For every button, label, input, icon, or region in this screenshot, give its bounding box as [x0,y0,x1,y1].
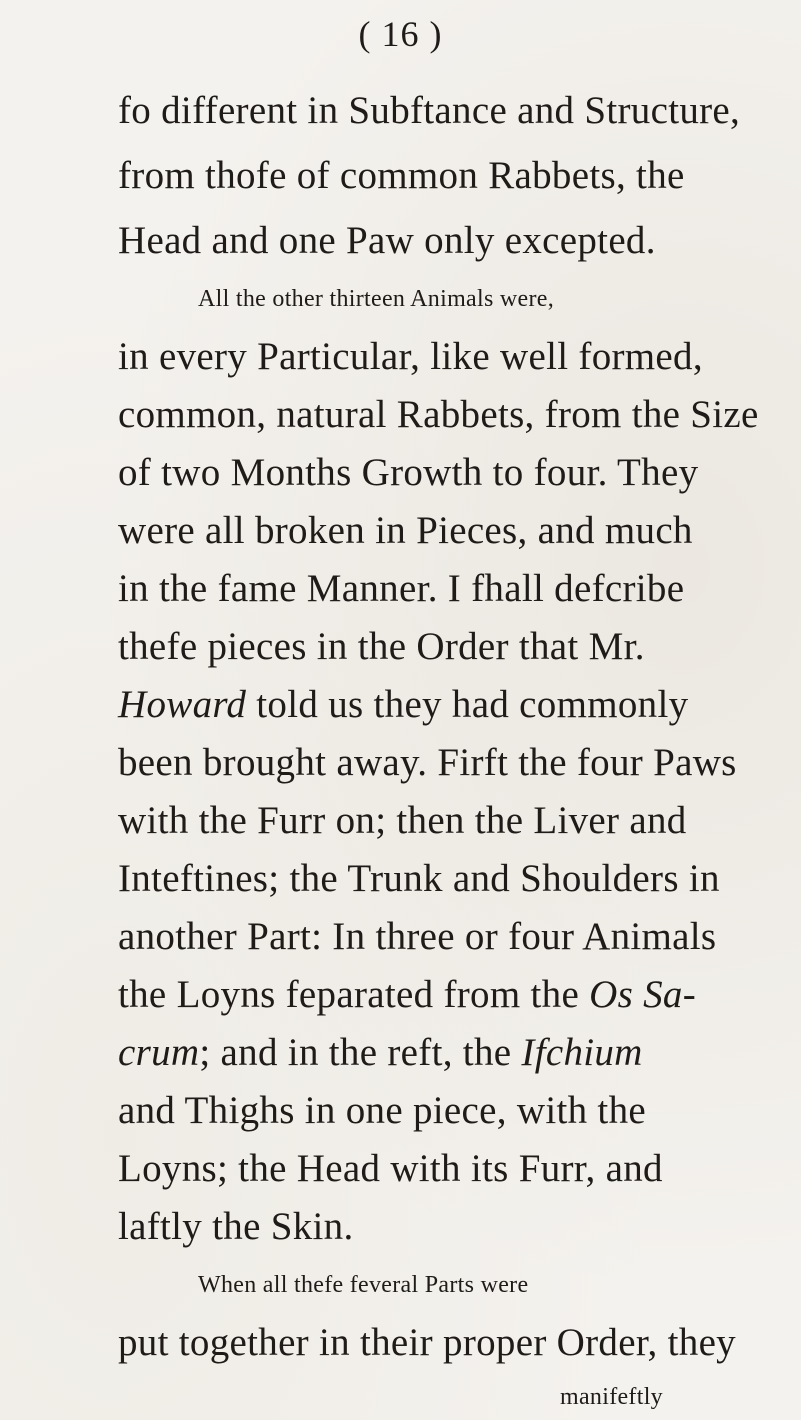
text-segment: in the fame Manner. I fhall defcribe [118,567,685,610]
text-line-19 [118,1146,778,1192]
text-segment-italic: crum [118,1031,200,1074]
text-segment: in every Particular, like well formed, [118,335,703,378]
text-line-2 [118,153,778,199]
text-line-6 [118,392,778,438]
page-number: ( 16 ) [358,14,443,54]
text-line-5 [118,334,778,380]
text-segment: Loyns; the Head with its Furr, and [118,1147,663,1190]
text-segment-italic: Ifchium [521,1031,643,1074]
text-line-12 [118,740,778,786]
text-line-17 [118,1030,778,1076]
text-segment: the Loyns feparated from the [118,973,590,1016]
text-line-15 [118,914,778,960]
text-segment: fo different in Subftance and Structure, [118,89,741,132]
text-line-1 [118,88,778,134]
text-line-11 [118,682,778,728]
text-segment: When all thefe feveral Parts were [198,1272,529,1298]
text-segment: another Part: In three or four Animals [118,915,717,958]
text-segment: with the Furr on; then the Liver and [118,799,687,842]
text-line-22 [118,1320,778,1366]
text-line-7 [118,450,778,496]
text-line-21 [198,1262,801,1308]
text-line-14 [118,856,778,902]
text-segment: laftly the Skin. [118,1205,354,1248]
text-segment-italic: Howard [118,683,247,726]
text-line-16 [118,972,778,1018]
text-segment: All the other thirteen Animals were, [198,286,555,312]
text-line-20 [118,1204,778,1250]
text-segment: Inteftines; the Trunk and Shoulders in [118,857,720,900]
text-segment: Head and one Paw only excepted. [118,219,656,262]
text-line-10 [118,624,778,670]
text-segment: been brought away. Firft the four Paws [118,741,737,784]
catchword [560,1374,780,1420]
text-segment: told us they had commonly [246,683,689,726]
text-segment: and Thighs in one piece, with the [118,1089,646,1132]
text-segment-italic: Os Sa- [589,973,696,1016]
text-segment: thefe pieces in the Order that Mr. [118,625,645,668]
text-line-9 [118,566,778,612]
text-segment: were all broken in Pieces, and much [118,509,693,552]
text-segment: manifeftly [560,1384,663,1410]
text-segment: common, natural Rabbets, from the Size [118,393,759,436]
text-line-8 [118,508,778,554]
text-line-3 [118,218,778,264]
text-segment: of two Months Growth to four. They [118,451,699,494]
text-segment: ; and in the reft, the [199,1031,522,1074]
text-line-13 [118,798,778,844]
text-segment: from thofe of common Rabbets, the [118,154,685,197]
text-line-18 [118,1088,778,1134]
text-segment: put together in their proper Order, they [118,1321,736,1364]
text-line-4 [198,276,801,322]
